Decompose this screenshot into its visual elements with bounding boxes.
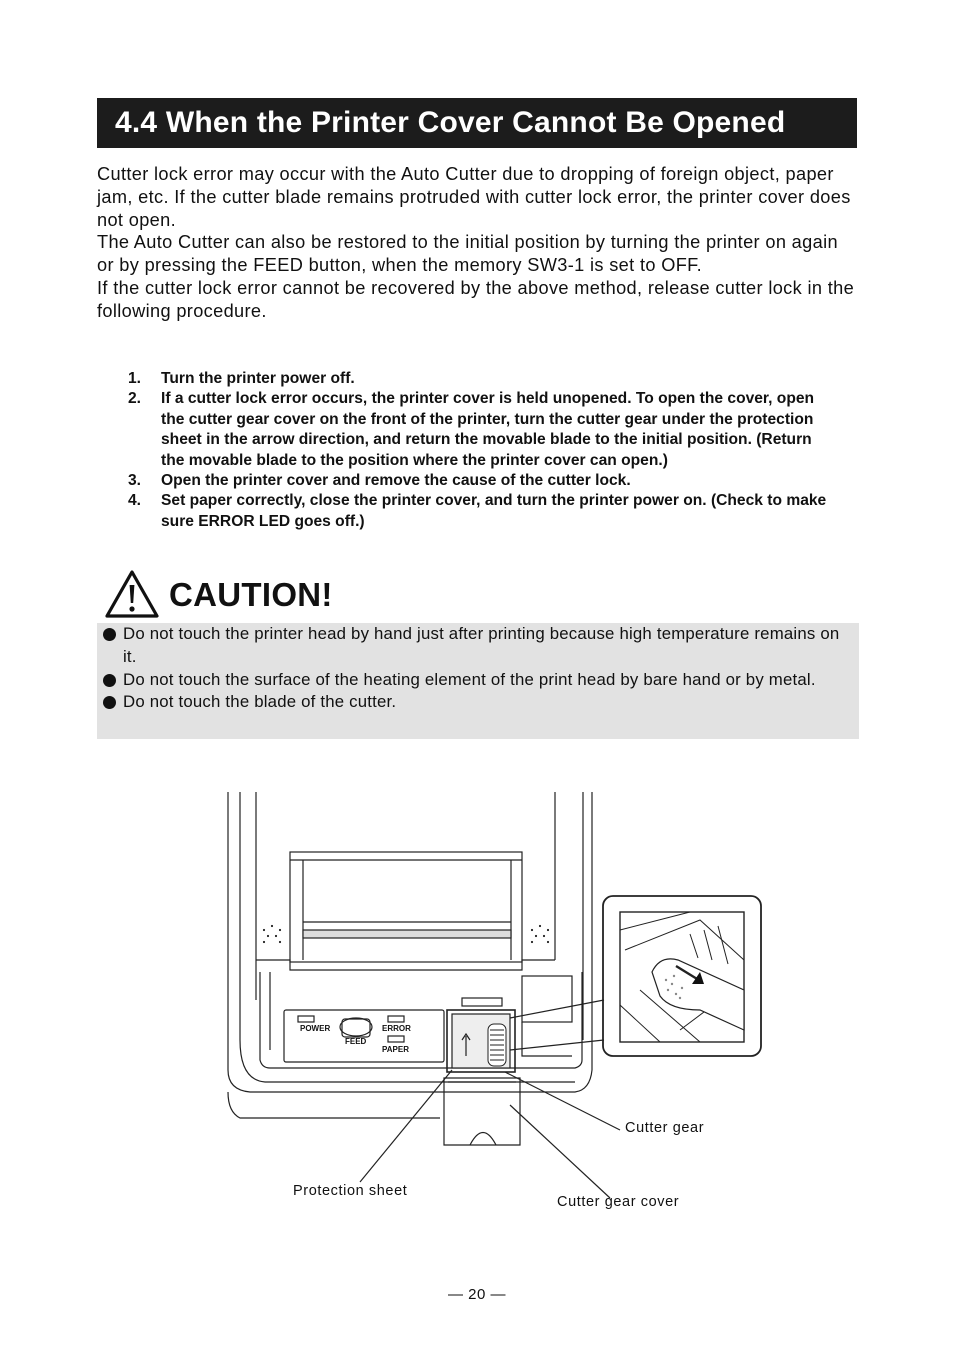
step-number: 3.: [128, 472, 142, 490]
step-item: [128, 491, 828, 532]
warning-triangle-icon: [103, 568, 161, 620]
step-number: 4.: [128, 492, 142, 510]
procedure-steps: [128, 369, 828, 532]
step-item: [128, 471, 828, 491]
step-text: If a cutter lock error occurs, the printer cover is held unopened. To open the cover, open the cutter gear cover on the front of the printer, turn the cutter gear under the protection sheet in the arrow direction, and return the movable blade to the initial position. (Return the movable blade to the position where the printer cover can open.): [161, 390, 815, 469]
intro-paragraph: Cutter lock error may occur with the Auto Cutter due to dropping of foreign object, paper jam, etc. If the cutter blade remains protruded with cutter lock error, the printer cover does not open.: [97, 164, 851, 230]
bullet-icon: [103, 696, 116, 709]
cutter-gear-label: Cutter gear: [625, 1120, 705, 1136]
step-item: [128, 369, 828, 389]
power-label: POWER: [300, 1024, 331, 1033]
protection-sheet-label: Protection sheet: [293, 1183, 408, 1199]
intro-text: [97, 163, 859, 323]
caution-item: Do not touch the surface of the heating element of the print head by bare hand or by metal.: [103, 669, 851, 692]
page-number: — 20 —: [447, 1286, 507, 1303]
step-text: Set paper correctly, close the printer cover, and turn the printer power on. (Check to make sure ERROR LED goes off.): [161, 492, 827, 530]
caution-heading: [103, 568, 503, 620]
caution-title: CAUTION!: [169, 576, 333, 613]
caution-item: Do not touch the printer head by hand just after printing because high temperature remains on it.: [103, 623, 851, 669]
section-title: 4.4 When the Printer Cover Cannot Be Opened: [115, 106, 786, 139]
step-number: 1.: [128, 370, 142, 387]
section-title-bar: [97, 98, 857, 148]
step-text: Turn the printer power off.: [161, 370, 355, 387]
caution-item: Do not touch the blade of the cutter.: [103, 691, 851, 714]
step-item: [128, 389, 828, 471]
caution-list: [103, 623, 851, 714]
step-number: 2.: [128, 390, 142, 408]
intro-paragraph: If the cutter lock error cannot be recovered by the above method, release cutter lock in the following procedure.: [97, 277, 855, 321]
error-label: ERROR: [382, 1024, 411, 1033]
paper-label: PAPER: [382, 1045, 409, 1054]
cutter-gear-cover-label: Cutter gear cover: [557, 1194, 680, 1210]
caution-box: [97, 623, 859, 739]
feed-label: FEED: [345, 1037, 367, 1046]
step-text: Open the printer cover and remove the cause of the cutter lock.: [161, 472, 631, 490]
bullet-icon: [103, 628, 116, 641]
intro-paragraph: The Auto Cutter can also be restored to the initial position by turning the printer on again or by pressing the FEED button, when the memory SW3-1 is set to OFF.: [97, 232, 838, 276]
bullet-icon: [103, 674, 116, 687]
